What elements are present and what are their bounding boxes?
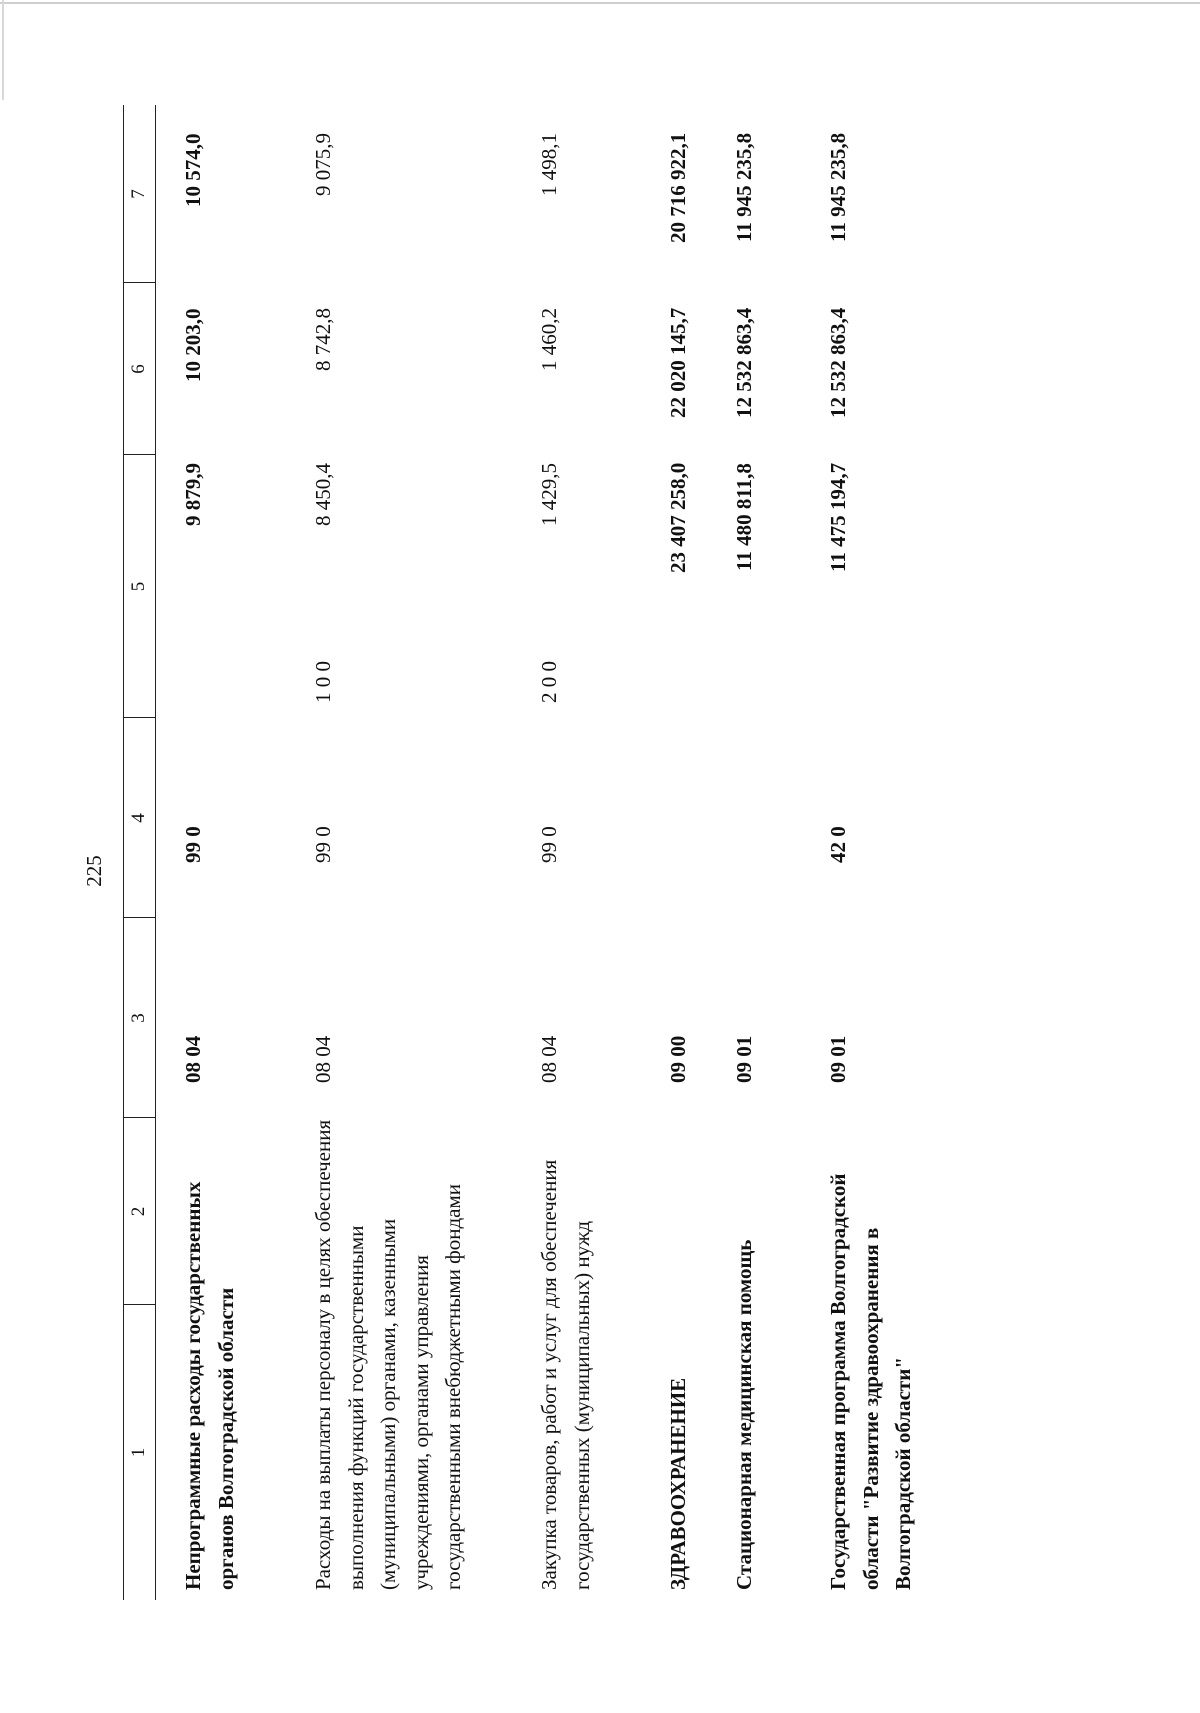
row-section-code: 08 04 bbox=[537, 1035, 561, 1083]
page-number: 225 bbox=[82, 855, 106, 887]
row-name: ЗДРАВООХРАНЕНИЕ bbox=[666, 1377, 690, 1590]
column-header-1: 1 bbox=[128, 1447, 149, 1458]
row-section-code: 08 04 bbox=[181, 1035, 205, 1083]
row-target-code: 99 0 bbox=[181, 826, 205, 863]
column-header-2: 2 bbox=[128, 1206, 149, 1217]
row-value-7: 11 945 235,8 bbox=[732, 132, 756, 242]
row-value-7: 11 945 235,8 bbox=[826, 132, 850, 242]
row-value-7: 1 498,1 bbox=[537, 133, 561, 196]
row-value-5: 11 475 194,7 bbox=[826, 462, 850, 572]
row-section-code: 08 04 bbox=[311, 1035, 335, 1083]
row-section-code: 09 00 bbox=[666, 1035, 690, 1083]
header-rule-top bbox=[123, 105, 124, 1600]
row-value-5: 23 407 258,0 bbox=[666, 462, 690, 573]
column-header-4: 4 bbox=[128, 813, 149, 823]
row-name: Государственная программа Волгоградской области "Развитие здравоохранения в Волгоградской области" bbox=[826, 1173, 915, 1590]
row-target-code: 99 0 bbox=[311, 826, 335, 863]
column-header-6: 6 bbox=[128, 364, 149, 374]
row-value-7: 9 075,9 bbox=[311, 133, 335, 196]
row-value-6: 22 020 145,7 bbox=[666, 307, 690, 418]
row-value-6: 12 532 863,4 bbox=[732, 307, 756, 418]
row-value-5: 1 429,5 bbox=[537, 463, 561, 526]
row-value-7: 20 716 922,1 bbox=[666, 132, 690, 243]
row-value-5: 9 879,9 bbox=[181, 463, 205, 526]
row-name: Закупка товаров, работ и услуг для обеспечения государственных (муниципальных) нужд bbox=[537, 1159, 594, 1590]
row-section-code: 09 01 bbox=[826, 1035, 850, 1083]
column-header-3: 3 bbox=[128, 1013, 149, 1023]
row-type-code: 2 0 0 bbox=[537, 661, 561, 703]
row-value-6: 12 532 863,4 bbox=[826, 307, 850, 418]
row-value-5: 11 480 811,8 bbox=[732, 463, 756, 571]
row-type-code: 1 0 0 bbox=[311, 661, 335, 703]
row-value-6: 10 203,0 bbox=[181, 308, 205, 382]
column-header-7: 7 bbox=[128, 189, 149, 199]
column-header-5: 5 bbox=[128, 581, 149, 592]
row-name: Расходы на выплаты персоналу в целях обеспечения выполнения функций государственными (муниципальными) органами, казенными учреждениями, органами управления государственными внебюджетными фондами bbox=[311, 1119, 465, 1590]
row-target-code: 99 0 bbox=[537, 826, 561, 863]
row-value-7: 10 574,0 bbox=[181, 133, 205, 207]
row-section-code: 09 01 bbox=[732, 1035, 756, 1083]
header-rule-bottom bbox=[155, 105, 156, 1600]
row-name: Стационарная медицинская помощь bbox=[732, 1239, 756, 1590]
row-name: Непрограммные расходы государственных органов Волгоградской области bbox=[181, 1181, 238, 1590]
row-value-6: 1 460,2 bbox=[537, 308, 561, 371]
row-target-code: 42 0 bbox=[826, 826, 850, 863]
row-value-5: 8 450,4 bbox=[311, 463, 335, 526]
row-value-6: 8 742,8 bbox=[311, 308, 335, 371]
